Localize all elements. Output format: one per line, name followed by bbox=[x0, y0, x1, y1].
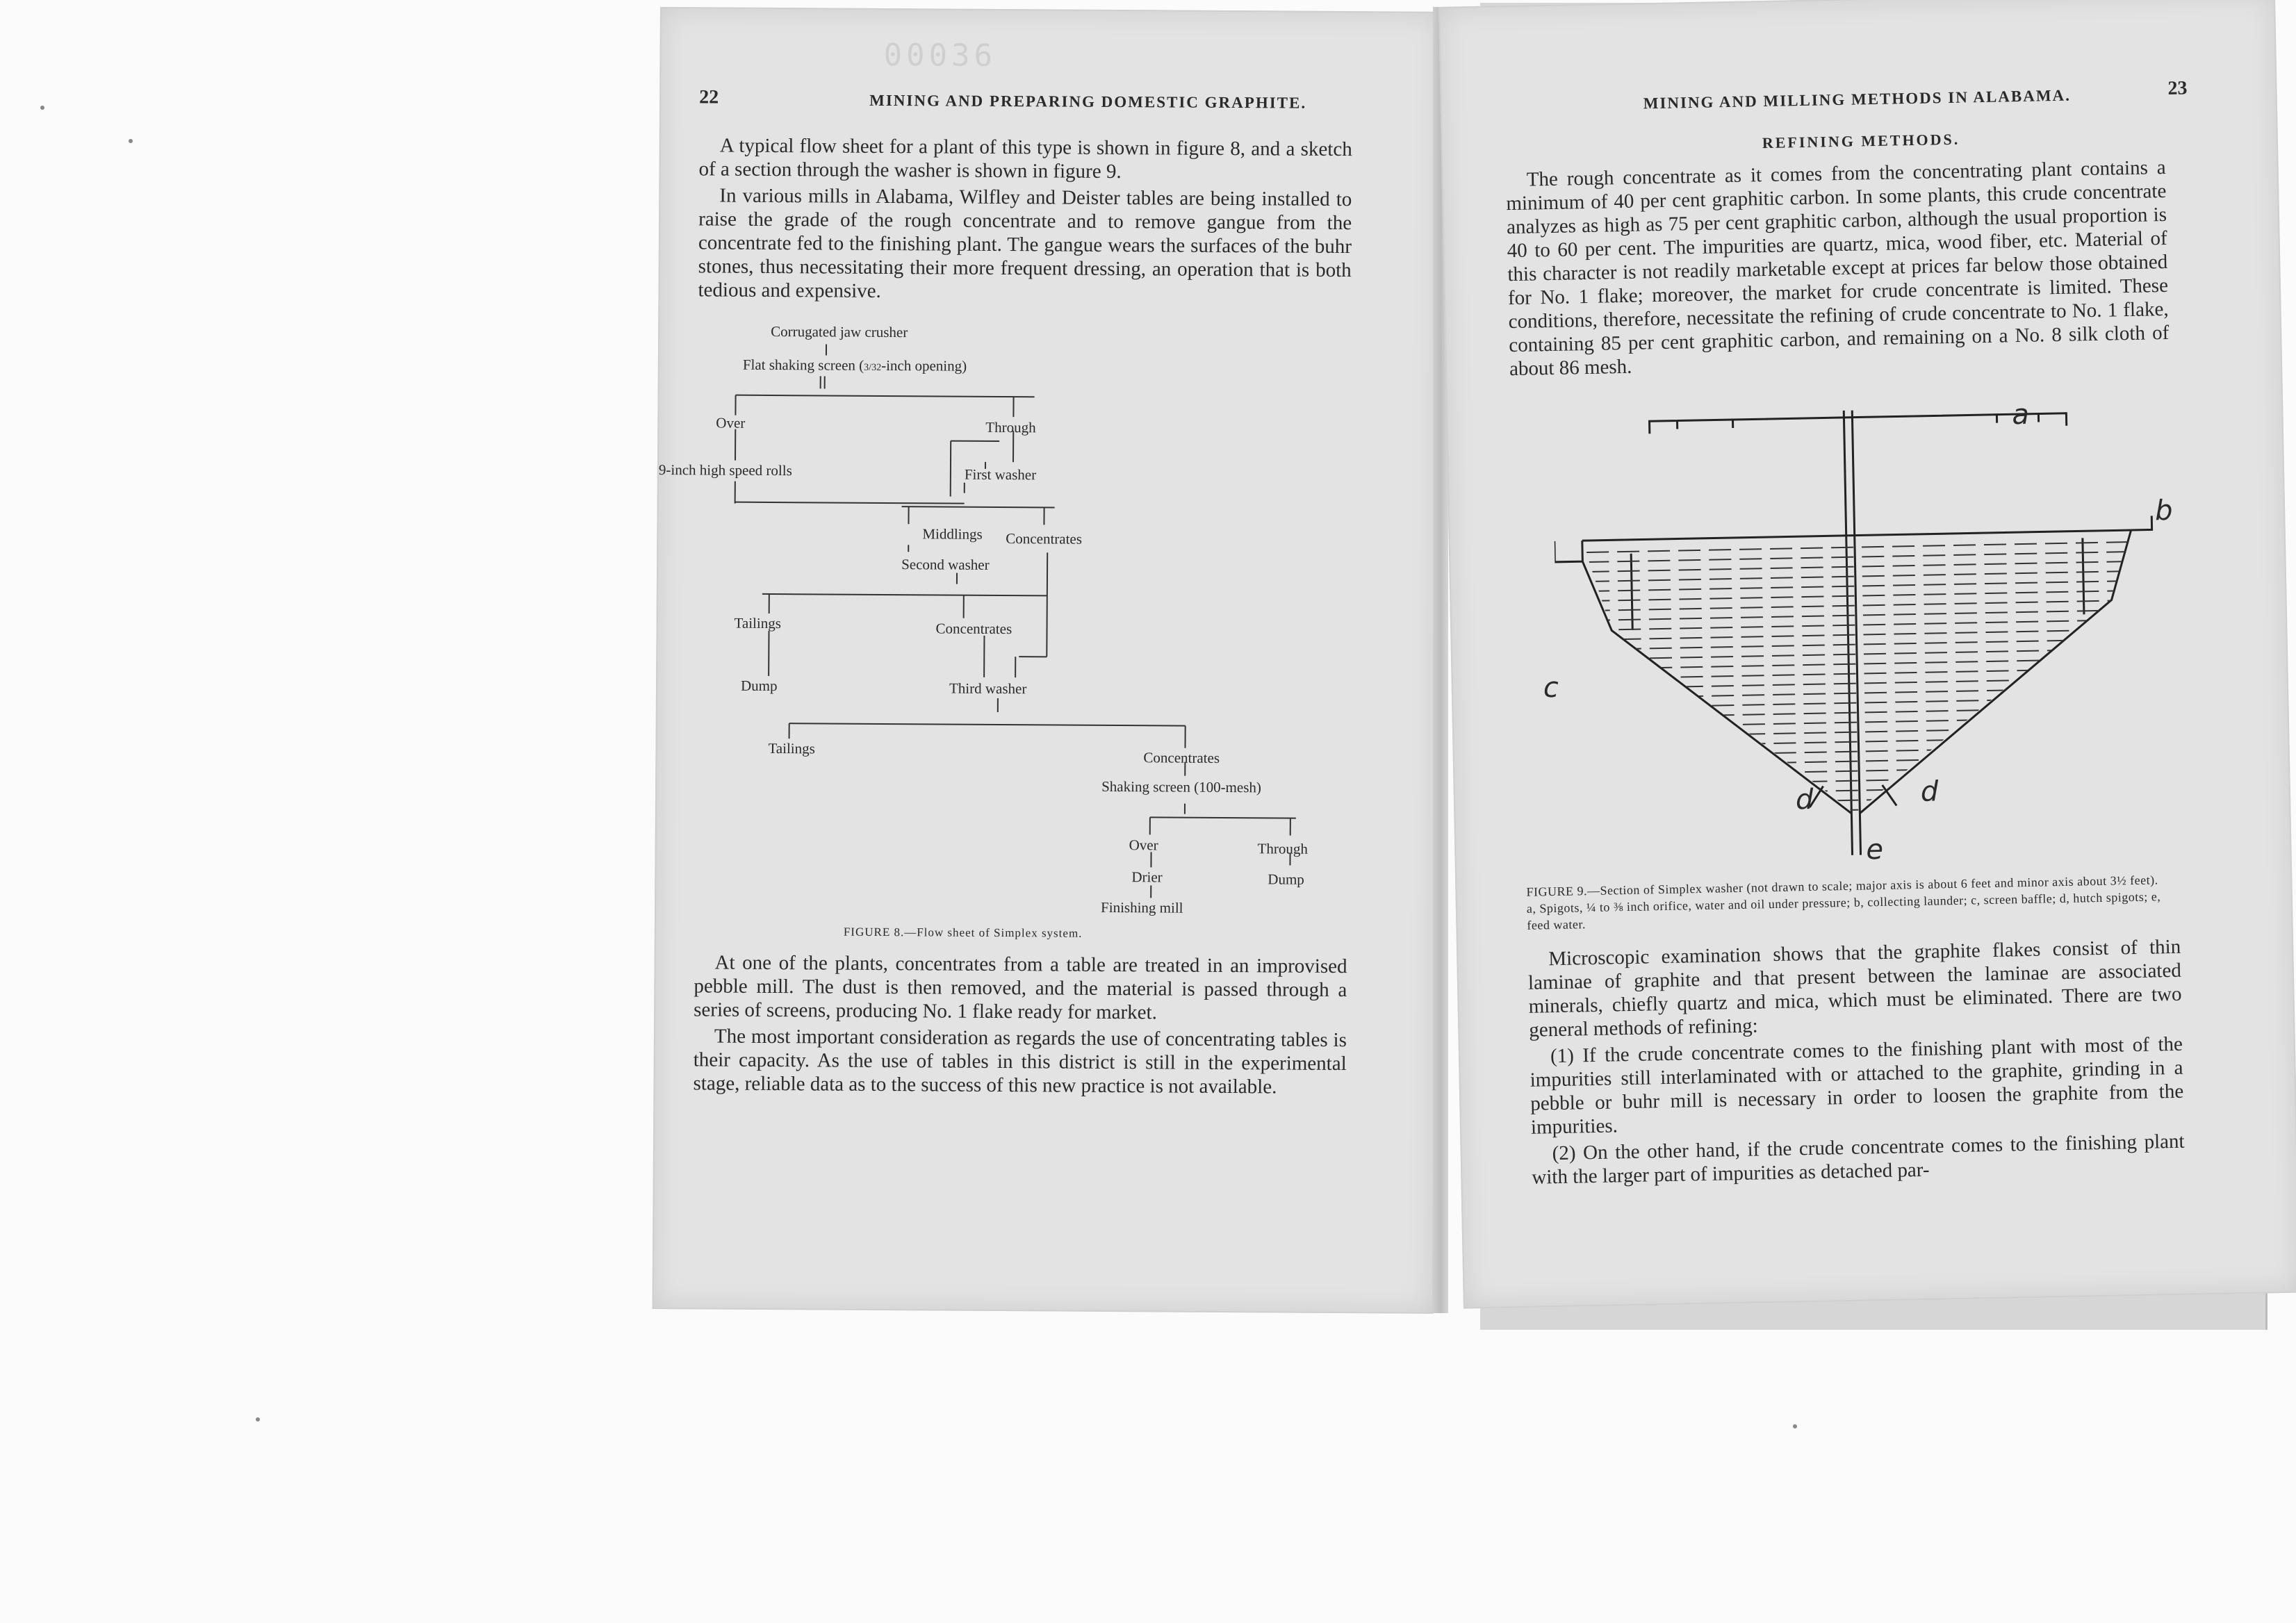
flow-node bbox=[743, 356, 967, 375]
flow-node: Concentrates bbox=[1006, 530, 1083, 547]
flow-node: 9-inch high speed rolls bbox=[658, 461, 792, 479]
flow-node-text: Flat shaking screen ( bbox=[742, 356, 864, 374]
flow-node: Shaking screen (100-mesh) bbox=[1101, 777, 1262, 796]
label-c: c bbox=[1543, 671, 1559, 705]
flow-node-text: -inch opening) bbox=[881, 356, 967, 374]
flow-node: Through bbox=[985, 418, 1036, 436]
left-page bbox=[653, 7, 1441, 1314]
right-page bbox=[1438, 0, 2296, 1309]
flow-node: Dump bbox=[1268, 871, 1304, 888]
page-number: 23 bbox=[2167, 77, 2188, 99]
paragraph: Microscopic examination shows that the graphite flakes consist of thin laminae of graphite and that present between the laminae are associated minerals, chiefly quartz and mica, which must be eliminated. There are two general methods of refining: bbox=[1527, 935, 2182, 1041]
figure-caption: FIGURE 8.—Flow sheet of Simplex system. bbox=[843, 925, 1083, 940]
closing-text bbox=[693, 950, 1347, 1102]
scan-speck bbox=[1793, 1424, 1797, 1428]
flow-node: Concentrates bbox=[935, 620, 1012, 638]
paragraph: In various mills in Alabama, Wilfley and Deister tables are being installed to raise the grade of the rough concentrate and to remove gangue from the concentrate fed to the finishing plant. The gangue wears the surfaces of the buhr stones, thus necessitating their more frequent dressing, an operation that is both tedious and expensive. bbox=[698, 184, 1352, 302]
label-e: e bbox=[1865, 833, 1884, 866]
flow-node: Tailings bbox=[768, 739, 815, 757]
paragraph: The most important consideration as regards the use of concentrating tables is their capacity. As the use of tables in this district is still in the experimental stage, reliable data as to the success of this new practice is not available. bbox=[693, 1025, 1347, 1098]
label-d-right: d bbox=[1920, 775, 1939, 808]
refining-text bbox=[1505, 156, 2170, 384]
flow-sheet-lines bbox=[655, 8, 1440, 986]
flow-node: Drier bbox=[1131, 868, 1163, 886]
scan-speck bbox=[129, 139, 133, 143]
flow-node: Over bbox=[716, 414, 746, 431]
label-a: a bbox=[2011, 398, 2030, 431]
paragraph: At one of the plants, concentrates from a table are treated in an improvised pebble mill. The dust is then removed, and the material is passed through a series of screens, producing No. 1 flake ready for market. bbox=[694, 951, 1347, 1024]
section-heading: REFINING METHODS. bbox=[1762, 130, 1960, 152]
washer-diagram bbox=[1552, 390, 2172, 889]
figure-caption: FIGURE 9.—Section of Simplex washer (not drawn to scale; major axis is about 6 feet and minor axis about 3½ feet). a, Spigots, ¼ to ⅜ inch orifice, water and oil under pressure; b, collecting launder; c, screen baffle; d, hutch spigots; e, feed water. bbox=[1526, 873, 2161, 932]
running-head: MINING AND MILLING METHODS IN ALABAMA. bbox=[1643, 86, 2072, 113]
microscopic-text bbox=[1527, 935, 2186, 1192]
paragraph: (1) If the crude concentrate comes to the finishing plant with most of the impurities still interlaminated with or attached to the graphite, grinding in a pebble or buhr mill is necessary in order to loosen the graphite from the impurities. bbox=[1530, 1032, 2184, 1139]
paragraph: The rough concentrate as it comes from the concentrating plant contains a minimum of 40 per cent graphitic carbon. In some plants, this crude concentrate analyzes as high as 75 per cent graphitic carbon, although the usual proportion is 40 to 60 per cent. The impurities are quartz, mica, wood fiber, etc. Material of this character is not readily marketable except at prices far below those obtained for No. 1 flake; moreover, the market for crude concentrate is limited. These conditions, therefore, necessitate the refining of crude concentrate to No. 1 flake, containing 85 per cent graphitic carbon, and remaining on a No. 8 silk cloth of about 86 mesh. bbox=[1506, 156, 2170, 381]
flow-node-fraction: 3/32 bbox=[864, 362, 882, 373]
flow-node: Middlings bbox=[922, 525, 983, 543]
flow-node: Concentrates bbox=[1143, 749, 1220, 766]
flow-node: First washer bbox=[964, 466, 1037, 484]
flow-node: Over bbox=[1129, 837, 1158, 854]
running-head: MINING AND PREPARING DOMESTIC GRAPHITE. bbox=[869, 91, 1307, 112]
scan-speck bbox=[40, 106, 44, 110]
label-d-left: d bbox=[1795, 783, 1814, 816]
flow-node: Tailings bbox=[734, 614, 782, 632]
page-number: 22 bbox=[699, 86, 719, 108]
flow-node: Second washer bbox=[901, 556, 990, 573]
flow-node: Dump bbox=[740, 677, 778, 695]
flow-node: Third washer bbox=[949, 679, 1027, 698]
open-book bbox=[660, 7, 2279, 1320]
flow-node: Corrugated jaw crusher bbox=[771, 322, 908, 341]
faded-stamp: 00036 bbox=[883, 37, 997, 74]
paragraph: (2) On the other hand, if the crude concentrate comes to the finishing plant with the larger part of impurities as detached par- bbox=[1532, 1130, 2185, 1189]
paragraph: A typical flow sheet for a plant of this type is shown in figure 8, and a sketch of a section through the washer is shown in figure 9. bbox=[698, 134, 1352, 183]
flow-node: Through bbox=[1257, 840, 1309, 857]
scan-speck bbox=[256, 1417, 260, 1422]
label-b: b bbox=[2154, 494, 2173, 527]
flow-node: Finishing mill bbox=[1101, 898, 1183, 916]
